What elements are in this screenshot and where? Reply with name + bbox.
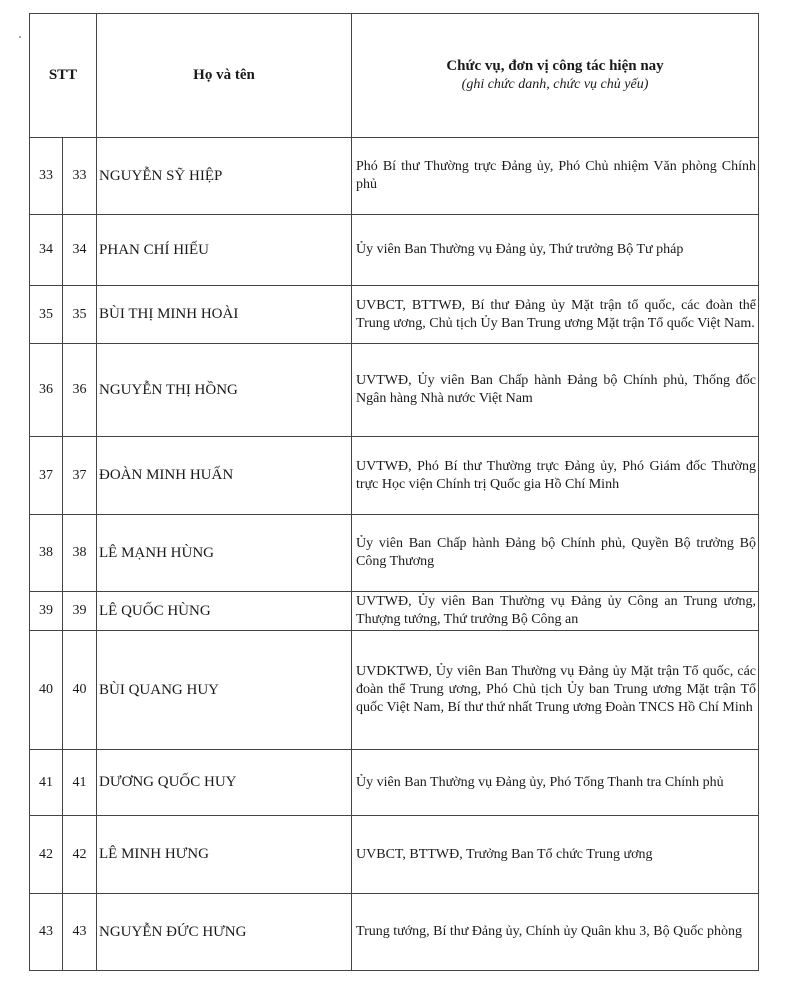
stt-cell: 42 — [30, 816, 63, 894]
name-cell: PHAN CHÍ HIẾU — [97, 215, 352, 286]
table-row — [30, 215, 759, 286]
table-row — [30, 592, 759, 631]
stt-cell: 37 — [30, 437, 63, 515]
header-position-title: Chức vụ, đơn vị công tác hiện nay — [446, 58, 664, 74]
table-header-row — [30, 14, 759, 138]
name-cell: DƯƠNG QUỐC HUY — [97, 750, 352, 816]
position-cell: Ủy viên Ban Chấp hành Đảng bộ Chính phủ, Quyền Bộ trưởng Bộ Công Thương — [352, 515, 759, 592]
stt-cell: 40 — [30, 631, 63, 750]
stt-cell: 34 — [63, 215, 97, 286]
table-row — [30, 894, 759, 971]
stt-cell: 40 — [63, 631, 97, 750]
stt-cell: 35 — [63, 286, 97, 344]
table-row — [30, 816, 759, 894]
name-cell: NGUYỄN ĐỨC HƯNG — [97, 894, 352, 971]
name-cell: BÙI QUANG HUY — [97, 631, 352, 750]
table-row — [30, 286, 759, 344]
name-cell: ĐOÀN MINH HUẤN — [97, 437, 352, 515]
position-cell: Phó Bí thư Thường trực Đảng ủy, Phó Chủ nhiệm Văn phòng Chính phủ — [352, 138, 759, 215]
name-cell: NGUYỄN SỸ HIỆP — [97, 138, 352, 215]
header-position — [352, 14, 759, 138]
scan-speck — [19, 36, 21, 38]
table-row — [30, 750, 759, 816]
stt-cell: 36 — [30, 344, 63, 437]
position-cell: UVBCT, BTTWĐ, Trưởng Ban Tổ chức Trung ương — [352, 816, 759, 894]
table-row — [30, 138, 759, 215]
stt-cell: 36 — [63, 344, 97, 437]
name-cell: BÙI THỊ MINH HOÀI — [97, 286, 352, 344]
table-row — [30, 437, 759, 515]
name-cell: LÊ QUỐC HÙNG — [97, 592, 352, 631]
stt-cell: 39 — [63, 592, 97, 631]
stt-cell: 43 — [63, 894, 97, 971]
name-cell: NGUYỄN THỊ HỒNG — [97, 344, 352, 437]
stt-cell: 39 — [30, 592, 63, 631]
position-cell: Ủy viên Ban Thường vụ Đảng ủy, Phó Tổng Thanh tra Chính phủ — [352, 750, 759, 816]
stt-cell: 34 — [30, 215, 63, 286]
personnel-table — [29, 13, 759, 971]
stt-cell: 33 — [30, 138, 63, 215]
position-cell: Trung tướng, Bí thư Đảng ủy, Chính ủy Quân khu 3, Bộ Quốc phòng — [352, 894, 759, 971]
stt-cell: 43 — [30, 894, 63, 971]
position-cell: UVDKTWĐ, Ủy viên Ban Thường vụ Đảng ủy Mặt trận Tổ quốc, các đoàn thể Trung ương, Phó Chủ tịch Ủy ban Trung ương Mặt trận Tổ quốc Việt Nam, Bí thư thứ nhất Trung ương Đoàn TNCS Hồ Chí Minh — [352, 631, 759, 750]
name-cell: LÊ MẠNH HÙNG — [97, 515, 352, 592]
name-cell: LÊ MINH HƯNG — [97, 816, 352, 894]
stt-cell: 37 — [63, 437, 97, 515]
stt-cell: 41 — [30, 750, 63, 816]
header-stt: STT — [30, 14, 97, 138]
position-cell: UVBCT, BTTWĐ, Bí thư Đảng ủy Mặt trận tổ quốc, các đoàn thể Trung ương, Chủ tịch Ủy Ban Trung ương Mặt trận Tổ quốc Việt Nam. — [352, 286, 759, 344]
table-row — [30, 515, 759, 592]
stt-cell: 33 — [63, 138, 97, 215]
table-row — [30, 344, 759, 437]
stt-cell: 38 — [30, 515, 63, 592]
stt-cell: 35 — [30, 286, 63, 344]
stt-cell: 42 — [63, 816, 97, 894]
position-cell: Ủy viên Ban Thường vụ Đảng ủy, Thứ trưởng Bộ Tư pháp — [352, 215, 759, 286]
position-cell: UVTWĐ, Ủy viên Ban Chấp hành Đảng bộ Chính phủ, Thống đốc Ngân hàng Nhà nước Việt Nam — [352, 344, 759, 437]
stt-cell: 38 — [63, 515, 97, 592]
header-name: Họ và tên — [97, 14, 352, 138]
position-cell: UVTWĐ, Phó Bí thư Thường trực Đảng ủy, Phó Giám đốc Thường trực Học viện Chính trị Quốc gia Hồ Chí Minh — [352, 437, 759, 515]
stt-cell: 41 — [63, 750, 97, 816]
table-row — [30, 631, 759, 750]
position-cell: UVTWĐ, Ủy viên Ban Thường vụ Đảng ủy Công an Trung ương, Thượng tướng, Thứ trưởng Bộ Công an — [352, 592, 759, 631]
header-position-subtitle: (ghi chức danh, chức vụ chủ yếu) — [461, 77, 649, 92]
